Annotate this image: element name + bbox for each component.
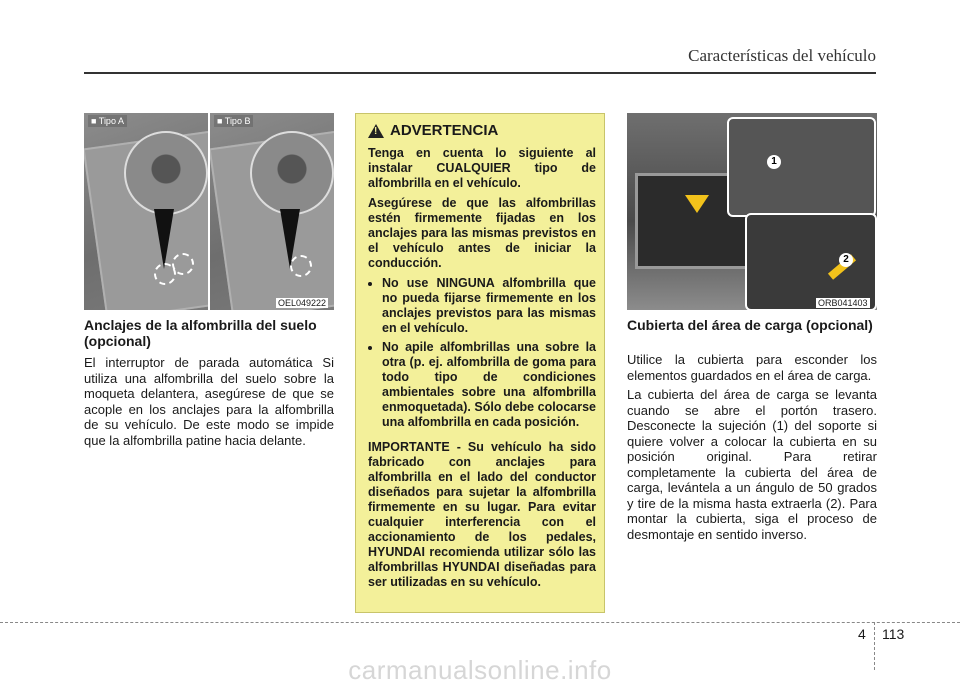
anchor-detail-inset <box>124 131 208 215</box>
header-rule <box>84 72 876 74</box>
anchor-detail-inset <box>250 131 334 215</box>
footer-rule <box>0 622 960 623</box>
warning-box <box>355 113 605 613</box>
section-title-cargo-cover: Cubierta del área de carga (opcional) <box>627 317 873 333</box>
warning-header <box>368 122 498 139</box>
section-title-floor-mat-anchors: Anclajes de la alfombrilla del suelo (opcional) <box>84 317 317 349</box>
warning-title: ADVERTENCIA <box>390 122 499 139</box>
photo-label-type-a: ■ Tipo A <box>88 115 127 127</box>
anchor-location-marker <box>172 253 194 275</box>
paragraph: La cubierta del área de carga se levanta cuando se abre el portón trasero. Desconecte la sujeción (1) del soporte si quiere volver a colocar la cubierta en su posición original. Para retirar completamente la cubierta del área de carga, levántela a un ángulo de 50 grados y tire de la misma hasta extraerla (2). Para montar la cubierta, siga el proceso de desmontaje en sentido inverso. <box>627 387 877 542</box>
warning-triangle-icon <box>368 124 384 138</box>
floor-mat-photos <box>84 113 334 310</box>
paragraph: Utilice la cubierta para esconder los elementos guardados en el área de carga. <box>627 352 877 383</box>
section-body-floor-mat-anchors: El interruptor de parada automática Si utiliza una alfombrilla del suelo sobre la moqueta delantera, asegúrese de que se acople en los anclajes para la alfombrilla de su vehículo. De este modo se impide que la alfombrilla patine hacia delante. <box>84 355 334 448</box>
arrow-down-icon <box>685 195 709 213</box>
warning-important-note: IMPORTANTE - Su vehículo ha sido fabricado con anclajes para alfombrilla en el lado del conductor diseñados para sujetar la alfombrilla firmemente en su lugar. Para evitar cualquier interferencia con el accionamiento de los pedales, HYUNDAI recomienda utilizar sólo las alfombrillas HYUNDAI diseñadas para ser utilizadas en su vehículo. <box>368 440 596 589</box>
warning-paragraph: Asegúrese de que las alfombrillas estén firmemente fijadas en los anclajes para las mismas previstos en el vehículo antes de iniciar la conducción. <box>368 196 596 270</box>
warning-bullet-list <box>368 276 596 430</box>
cover-removal-detail-inset <box>745 213 877 310</box>
page-header-title: Características del vehículo <box>688 46 876 65</box>
floor-mat-photo-type-a <box>84 113 208 310</box>
photo-label-type-b: ■ Tipo B <box>214 115 253 127</box>
floor-mat-photo-type-b <box>210 113 334 310</box>
chapter-number: 4 <box>858 626 866 642</box>
warning-paragraph: Tenga en cuenta lo siguiente al instalar CUALQUIER tipo de alfombrilla en el vehículo. <box>368 146 596 190</box>
callout-badge-1: 1 <box>767 155 781 169</box>
warning-bullet: • No apile alfombrillas una sobre la otra (p. ej. alfombrilla de goma para todo tipo de condiciones ambientales sobre una alfombrilla enmoquetada). Sólo debe colocarse una alfombrilla en cada posición. <box>382 340 596 430</box>
cover-strap-detail-inset <box>727 117 876 217</box>
page-number: 113 <box>882 626 905 642</box>
photo-code: OEL049222 <box>278 298 327 308</box>
warning-bullet: • No use NINGUNA alfombrilla que no pueda fijarse firmemente en los anclajes previstos para las mismas en el vehículo. <box>382 276 596 336</box>
section-body-cargo-cover <box>627 352 877 546</box>
watermark: carmanualsonline.info <box>348 655 612 685</box>
photo-code: ORB041403 <box>818 298 868 308</box>
callout-badge-2: 2 <box>839 253 853 267</box>
cargo-cover-photo <box>627 113 877 310</box>
anchor-location-marker <box>290 255 312 277</box>
warning-content <box>368 146 596 595</box>
